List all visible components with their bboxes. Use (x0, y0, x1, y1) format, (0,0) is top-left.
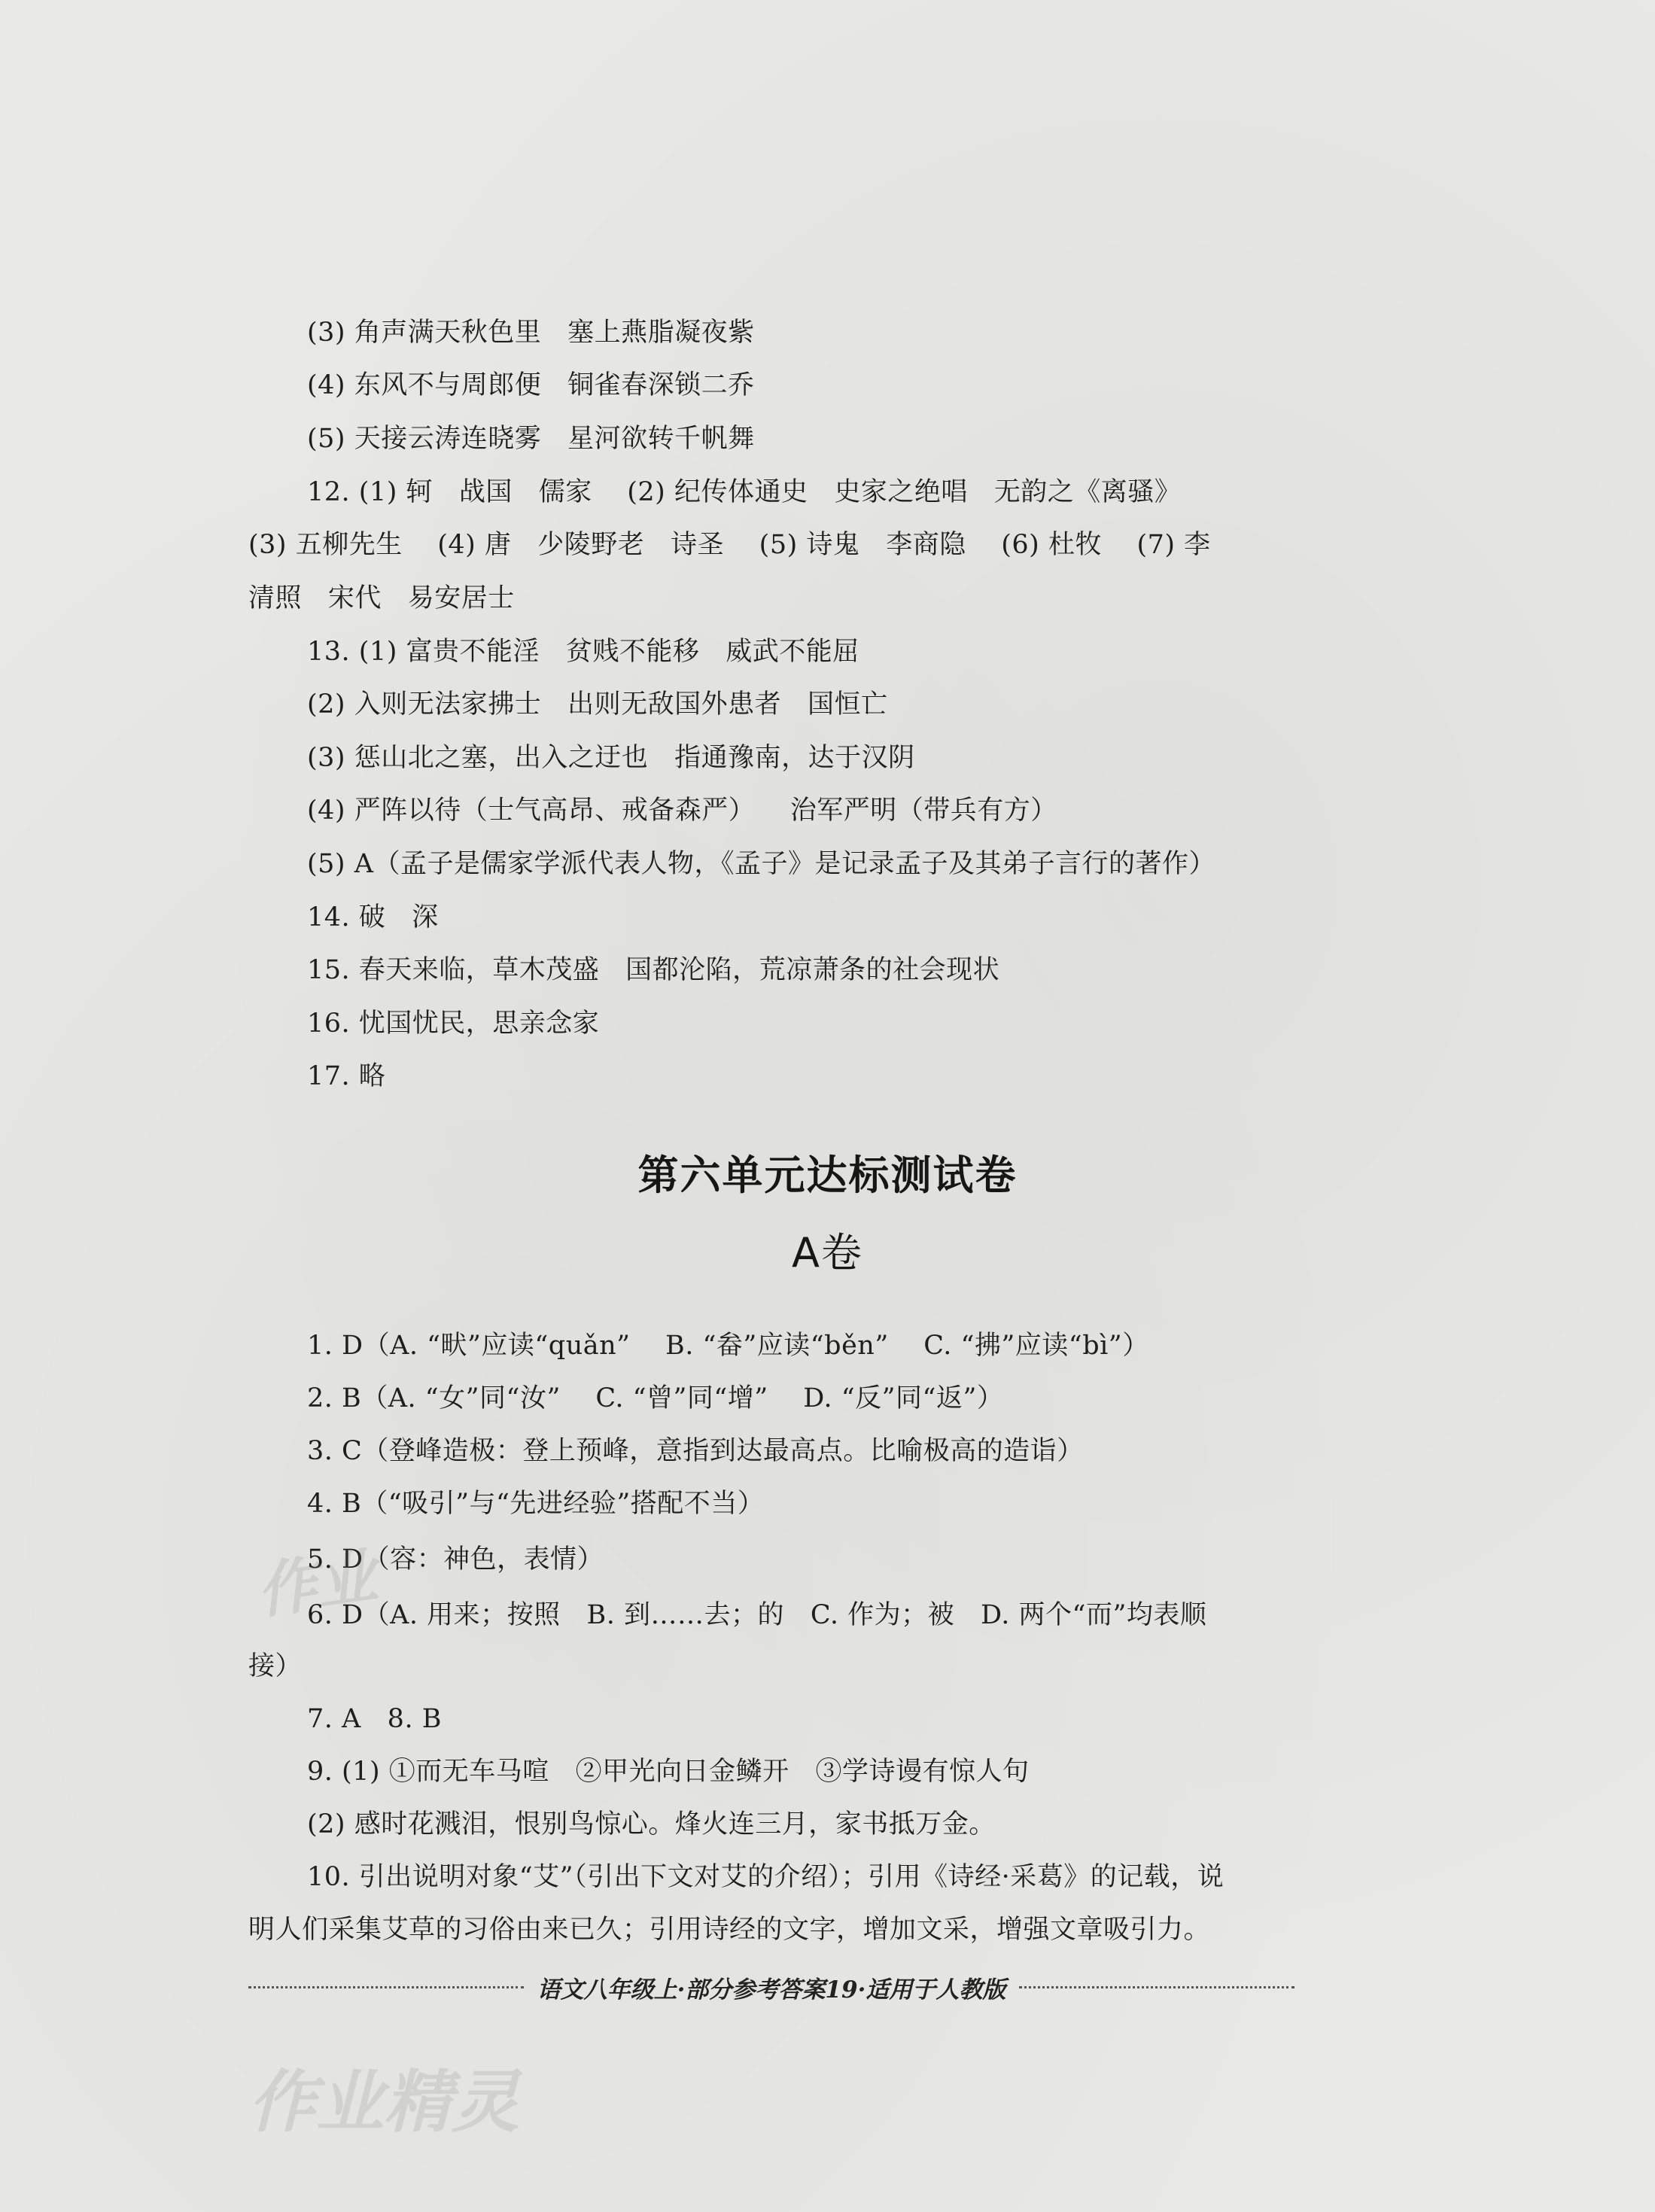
answer-line: (4) 严阵以待（士气高昂、戒备森严） 治军严明（带兵有方） (307, 796, 1057, 826)
answer-line: 12. (1) 轲 战国 儒家 (2) 纪传体通史 史家之绝唱 无韵之《离骚》 (307, 477, 1182, 507)
answer-line: 14. 破 深 (307, 902, 439, 933)
footer-text: 语文八年级上·部分参考答案19·适用于人教版 (537, 1976, 1006, 2004)
answer-line: 5. D（容：神色，表情） (307, 1544, 604, 1575)
answer-line: 明人们采集艾草的习俗由来已久；引用诗经的文字，增加文采，增强文章吸引力。 (248, 1915, 1211, 1945)
answer-line: 2. B（A. “女”同“汝” C. “曾”同“增” D. “反”同“返”） (307, 1383, 1004, 1413)
answer-line: 3. C（登峰造极：登上预峰，意指到达最高点。比喻极高的造诣） (307, 1436, 1084, 1466)
answer-line: (3) 角声满天秋色里 塞上燕脂凝夜紫 (307, 318, 755, 348)
footer-divider-left (248, 1986, 524, 1988)
answer-line: (2) 感时花溅泪，恨别鸟惊心。烽火连三月，家书抵万金。 (307, 1809, 996, 1839)
answer-line: (5) 天接云涛连晓雾 星河欲转千帆舞 (307, 424, 755, 454)
answer-line: (4) 东风不与周郎便 铜雀春深锁二乔 (307, 370, 755, 400)
answer-line: (5) A（孟子是儒家学派代表人物，《孟子》是记录孟子及其弟子言行的著作） (307, 849, 1215, 879)
answer-line: 4. B（“吸引”与“先进经验”搭配不当） (307, 1489, 765, 1519)
answer-line: (2) 入则无法家拂士 出则无敌国外患者 国恒亡 (307, 689, 888, 720)
answer-line: 9. (1) ①而无车马喧 ②甲光向日金鳞开 ③学诗谩有惊人句 (307, 1757, 1030, 1787)
answer-line: 16. 忧国忧民，思亲念家 (307, 1009, 600, 1039)
answer-line: 接） (248, 1651, 303, 1681)
answer-line: (3) 惩山北之塞，出入之迂也 指通豫南，达于汉阴 (307, 743, 915, 773)
section-subtitle: A卷 (792, 1229, 863, 1276)
watermark-logo: 作业精灵 (248, 2063, 519, 2142)
answer-line: 7. A 8. B (307, 1704, 442, 1734)
page-footer (248, 1972, 1294, 2002)
answer-line: 清照 宋代 易安居士 (248, 583, 515, 613)
answer-line: (3) 五柳先生 (4) 唐 少陵野老 诗圣 (5) 诗鬼 李商隐 (6) 杜牧 (7) 李 (248, 530, 1211, 560)
section-title: 第六单元达标测试卷 (637, 1152, 1018, 1199)
answer-line: 10. 引出说明对象“艾”（引出下文对艾的介绍）；引用《诗经·采葛》的记载，说 (307, 1862, 1225, 1892)
answer-line: 13. (1) 富贵不能淫 贫贱不能移 威武不能屈 (307, 637, 859, 667)
footer-divider-right (1019, 1986, 1294, 1988)
answer-line: 15. 春天来临，草木茂盛 国都沦陷，荒凉萧条的社会现状 (307, 955, 1000, 985)
answer-line: 1. D（A. “畎”应读“quǎn” B. “畚”应读“běn” C. “拂”应读“bì”） (307, 1331, 1149, 1361)
answer-line: 6. D（A. 用来；按照 B. 到……去；的 C. 作为；被 D. 两个“而”均表顺 (307, 1600, 1207, 1630)
answer-line: 17. 略 (307, 1061, 386, 1091)
watermark: 作业 (252, 1541, 382, 1627)
